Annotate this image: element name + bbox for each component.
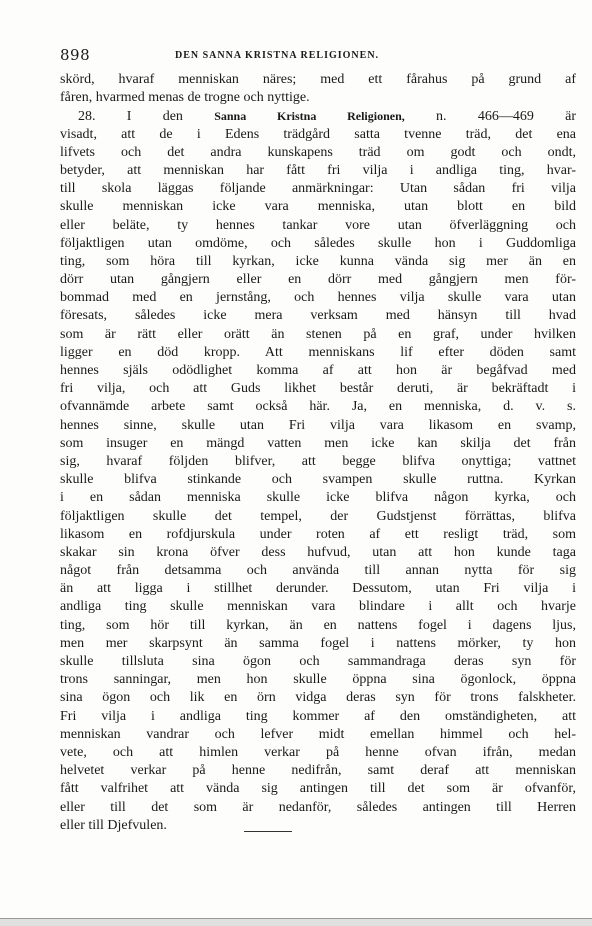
text-line: följaktligen skulle det tempel, der Gudstjenst förrättas, blifva [60, 508, 576, 524]
text-line: Fri vilja i andliga ting kommer af den omständigheten, att [60, 708, 576, 724]
text-line: något från detsamma och använda till annan nytta för sig [60, 563, 576, 579]
text-line: skakar sin krona öfver dess hufvud, utan att hon kunde taga [60, 544, 576, 560]
text-line: andliga ting skulle menniskan vara blindare i allt och hvarje [60, 599, 576, 615]
text-line: än att ligga i stillhet derunder. Dessutom, utan Fri vilja i [60, 581, 576, 597]
book-title-reference: Sanna Kristna Religionen, [214, 109, 405, 124]
text-line: eller till Djefvulen. [60, 817, 167, 833]
text-line: skörd, hvaraf menniskan näres; med ett fårahus på grund af [60, 72, 576, 87]
text-line: lifvets och det andra kunskapens träd om godt och ondt, [60, 144, 576, 160]
end-rule [244, 831, 292, 832]
text-line: dörr utan gångjern eller en dörr med gångjern men för- [60, 272, 576, 288]
text-line: trons sanningar, men hon skulle öppna sina ögonlock, öppna [60, 672, 576, 688]
text-line: visadt, att de i Edens trädgård satta tvenne träd, det ena [60, 126, 576, 142]
text-line: men mer skarpsynt än samma fogel i nattens mörker, ty hon [60, 635, 576, 651]
text-line: fri vilja, och att Guds likhet består deruti, är bekräftadt i [60, 381, 576, 397]
text-line: menniskan vandrar och lefver midt emellan himmel och hel- [60, 726, 576, 742]
text-segment: n. 466—469 är [404, 109, 576, 125]
text-line: bommad med en jernstång, och hennes vilja skulle vara utan [60, 290, 576, 306]
text-line: sina ögon och lik en örn vidga deras syn för trons falskheter. [60, 690, 576, 706]
text-line: fått valfrihet att vända sig antingen till det som är ofvanför, [60, 781, 576, 797]
text-line: skulle menniskan icke vara menniska, utan blott en bild [60, 199, 576, 215]
text-line: likasom en rofdjurskula under roten af ett resligt träd, som [60, 526, 576, 542]
text-line: följaktligen utan omdöme, och således skulle hon i Guddomliga [60, 235, 576, 251]
page-header [60, 46, 575, 66]
text-line: eller till det som är nedanför, således antingen till Herren [60, 799, 576, 815]
text-line: ligger en död kropp. Att menniskans lif efter döden samt [60, 344, 576, 360]
body-text [60, 71, 576, 835]
text-line: eller beläte, ty hennes tankar vore utan öfverläggning och [60, 217, 576, 233]
text-line: skulle blifva stinkande och svampen skulle ruttna. Kyrkan [60, 472, 576, 488]
text-line: skulle tillsluta sina ögon och sammandraga deras syn för [60, 654, 576, 669]
page-number: 898 [60, 46, 91, 64]
text-line [60, 107, 576, 125]
running-title: DEN SANNA KRISTNA RELIGIONEN. [175, 50, 380, 61]
text-line: hennes sinne, skulle utan Fri vilja vara likasom en svamp, [60, 417, 576, 433]
text-line: vete, och att himlen verkar på henne ofvan ifrån, medan [60, 744, 576, 760]
text-line: som insuger en mängd vatten men icke kan skilja det från [60, 435, 576, 451]
text-line: hennes själs odödlighet komma af att hon är begåfvad med [60, 363, 576, 378]
text-line: till skola läggas följande anmärkningar: Utan sådan fri vilja [60, 181, 576, 197]
text-line: betyder, att menniskan har fått fri vilja i andliga ting, hvar- [60, 162, 576, 178]
text-line: ting, som höra till kyrkan, icke kunna vända sig mer än en [60, 253, 576, 269]
text-line: sig, hvaraf följden blifver, att begge blifva onyttiga; vattnet [60, 453, 576, 469]
text-line: ofvannämde arbete samt också här. Ja, en menniska, d. v. s. [60, 399, 576, 415]
text-line: fåren, hvarmed menas de trogne och nyttige. [60, 90, 310, 106]
text-line: i en sådan menniska skulle icke blifva någon kyrka, och [60, 490, 576, 506]
text-line: som är rätt eller orätt än stenen på en graf, under hvilken [60, 326, 576, 342]
text-line: helvetet verkar på henne nedifrån, samt deraf att menniskan [60, 763, 576, 779]
text-segment: 28. I den [78, 109, 215, 125]
text-line: ting, som hör till kyrkan, än en nattens fogel i dagens ljus, [60, 617, 576, 633]
text-line: föresats, således icke mera verksam med hänsyn till hvad [60, 308, 576, 324]
